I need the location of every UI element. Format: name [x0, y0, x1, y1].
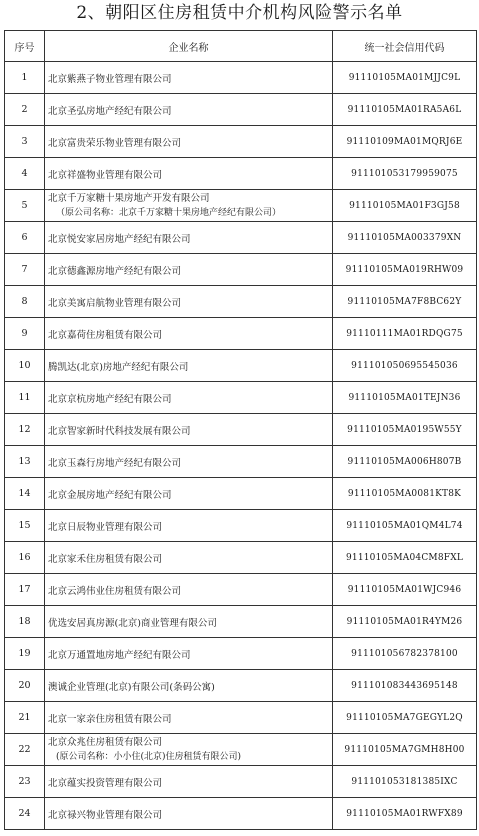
row-number: 14: [5, 478, 45, 510]
row-number: 9: [5, 318, 45, 350]
row-number: 17: [5, 574, 45, 606]
warning-list-table: [4, 30, 477, 830]
row-number: 12: [5, 414, 45, 446]
row-number: 11: [5, 382, 45, 414]
row-number: 5: [5, 190, 45, 222]
company-name-cell: [45, 734, 333, 766]
company-name: 北京日辰物业管理有限公司: [48, 521, 163, 533]
row-number: 8: [5, 286, 45, 318]
credit-code: 91110105MA01R4YM26: [333, 606, 477, 638]
company-name-cell: [45, 126, 333, 158]
row-number: 2: [5, 94, 45, 126]
credit-code: 91110105MA01F3GJ58: [333, 190, 477, 222]
credit-code: 91110105MA003379XN: [333, 222, 477, 254]
company-name: 北京家禾住房租赁有限公司: [48, 553, 163, 565]
table-row: [5, 670, 477, 702]
credit-code: 91110105MA01RWFX89: [333, 798, 477, 830]
row-number: 15: [5, 510, 45, 542]
table-row: [5, 62, 477, 94]
header-no: 序号: [5, 31, 45, 62]
company-name-cell: [45, 542, 333, 574]
company-name: 北京悦安家居房地产经纪有限公司: [48, 233, 191, 245]
company-name: 北京金展房地产经纪有限公司: [48, 489, 172, 501]
row-number: 19: [5, 638, 45, 670]
company-name-cell: [45, 414, 333, 446]
company-name-cell: [45, 766, 333, 798]
credit-code: 911101083443695148: [333, 670, 477, 702]
page-title: 2、朝阳区住房租赁中介机构风险警示名单: [76, 3, 403, 23]
table-row: [5, 638, 477, 670]
table-row: [5, 766, 477, 798]
row-number: 10: [5, 350, 45, 382]
credit-code: 91110105MA01QM4L74: [333, 510, 477, 542]
row-number: 13: [5, 446, 45, 478]
company-name: 北京祥盛物业管理有限公司: [48, 169, 163, 181]
credit-code: 91110105MA01RA5A6L: [333, 94, 477, 126]
company-name: 北京京杭房地产经纪有限公司: [48, 393, 172, 405]
company-name-cell: [45, 638, 333, 670]
table-row: [5, 606, 477, 638]
credit-code: 91110105MA7F8BC62Y: [333, 286, 477, 318]
table-row: [5, 254, 477, 286]
company-name: 北京千万家糖十果房地产开发有限公司: [48, 192, 210, 204]
company-name: 北京嘉荷住房租赁有限公司: [48, 329, 163, 341]
company-name: 优选安居真房源(北京)商业管理有限公司: [48, 617, 217, 629]
table-row: [5, 382, 477, 414]
company-name-cell: [45, 94, 333, 126]
company-name: 北京富贵荣乐物业管理有限公司: [48, 137, 182, 149]
company-name: 北京玉森行房地产经纪有限公司: [48, 457, 182, 469]
credit-code: 91110105MA7GMH8H00: [333, 734, 477, 766]
company-name-cell: [45, 382, 333, 414]
company-name-cell: [45, 702, 333, 734]
table-row: [5, 414, 477, 446]
table-row: [5, 126, 477, 158]
table-row: [5, 446, 477, 478]
company-name: 北京云鸿伟业住房租赁有限公司: [48, 585, 182, 597]
company-name-cell: [45, 286, 333, 318]
header-credit-code: 统一社会信用代码: [333, 31, 477, 62]
table-row: [5, 318, 477, 350]
table-row: [5, 94, 477, 126]
row-number: 4: [5, 158, 45, 190]
table-row: [5, 734, 477, 766]
company-name-cell: [45, 670, 333, 702]
former-company-name: (原公司名称：小小住(北京)住房租赁有限公司): [56, 751, 242, 762]
credit-code: 91110105MA01WJC946: [333, 574, 477, 606]
table-row: [5, 798, 477, 830]
header-company-name: 企业名称: [45, 31, 333, 62]
company-name-cell: [45, 606, 333, 638]
company-name: 北京智家新时代科技发展有限公司: [48, 425, 191, 437]
row-number: 21: [5, 702, 45, 734]
company-name: 北京美寓启航物业管理有限公司: [48, 297, 182, 309]
table-row: [5, 222, 477, 254]
table-row: [5, 574, 477, 606]
credit-code: 91110105MA019RHW09: [333, 254, 477, 286]
table-body: [5, 62, 477, 830]
credit-code: 91110105MA01TEJN36: [333, 382, 477, 414]
row-number: 23: [5, 766, 45, 798]
row-number: 24: [5, 798, 45, 830]
company-name: 北京禄兴物业管理有限公司: [48, 809, 163, 821]
company-name: 北京紫燕子物业管理有限公司: [48, 73, 172, 85]
row-number: 7: [5, 254, 45, 286]
table-row: [5, 702, 477, 734]
credit-code: 91110105MA0195W55Y: [333, 414, 477, 446]
table-row: [5, 478, 477, 510]
row-number: 16: [5, 542, 45, 574]
table-row: [5, 510, 477, 542]
company-name: 北京德鑫源房地产经纪有限公司: [48, 265, 182, 277]
credit-code: 911101053179959075: [333, 158, 477, 190]
company-name: 北京圣弘房地产经纪有限公司: [48, 105, 172, 117]
row-number: 20: [5, 670, 45, 702]
row-number: 3: [5, 126, 45, 158]
credit-code: 91110111MA01RDQG75: [333, 318, 477, 350]
company-name-cell: [45, 190, 333, 222]
company-name-cell: [45, 798, 333, 830]
table-row: [5, 190, 477, 222]
row-number: 6: [5, 222, 45, 254]
company-name-cell: [45, 254, 333, 286]
credit-code: 911101050695545036: [333, 350, 477, 382]
table-header-row: [5, 31, 477, 62]
credit-code: 911101053181385IXC: [333, 766, 477, 798]
company-name-cell: [45, 510, 333, 542]
company-name: 澳诚企业管理(北京)有限公司(条码公寓): [48, 681, 215, 693]
credit-code: 91110105MA01MJJC9L: [333, 62, 477, 94]
company-name-cell: [45, 318, 333, 350]
company-name: 腾凯达(北京)房地产经纪有限公司: [48, 361, 189, 373]
table-row: [5, 350, 477, 382]
company-name: 北京蕴实投资管理有限公司: [48, 777, 163, 789]
company-name-cell: [45, 158, 333, 190]
credit-code: 911101056782378100: [333, 638, 477, 670]
table-row: [5, 158, 477, 190]
company-name-cell: [45, 446, 333, 478]
table-row: [5, 286, 477, 318]
company-name: 北京众兆住房租赁有限公司: [48, 736, 163, 748]
company-name-cell: [45, 574, 333, 606]
row-number: 1: [5, 62, 45, 94]
company-name: 北京万通置地房地产经纪有限公司: [48, 649, 191, 661]
row-number: 22: [5, 734, 45, 766]
credit-code: 91110105MA04CM8FXL: [333, 542, 477, 574]
credit-code: 91110105MA006H807B: [333, 446, 477, 478]
credit-code: 91110109MA01MQRJ6E: [333, 126, 477, 158]
row-number: 18: [5, 606, 45, 638]
company-name-cell: [45, 62, 333, 94]
credit-code: 91110105MA0081KT8K: [333, 478, 477, 510]
company-name-cell: [45, 350, 333, 382]
company-name-cell: [45, 478, 333, 510]
table-row: [5, 542, 477, 574]
company-name: 北京一家亲住房租赁有限公司: [48, 713, 172, 725]
company-name-cell: [45, 222, 333, 254]
credit-code: 91110105MA7GEGYL2Q: [333, 702, 477, 734]
former-company-name: （原公司名称：北京千万家糖十果房地产经纪有限公司）: [56, 207, 282, 218]
